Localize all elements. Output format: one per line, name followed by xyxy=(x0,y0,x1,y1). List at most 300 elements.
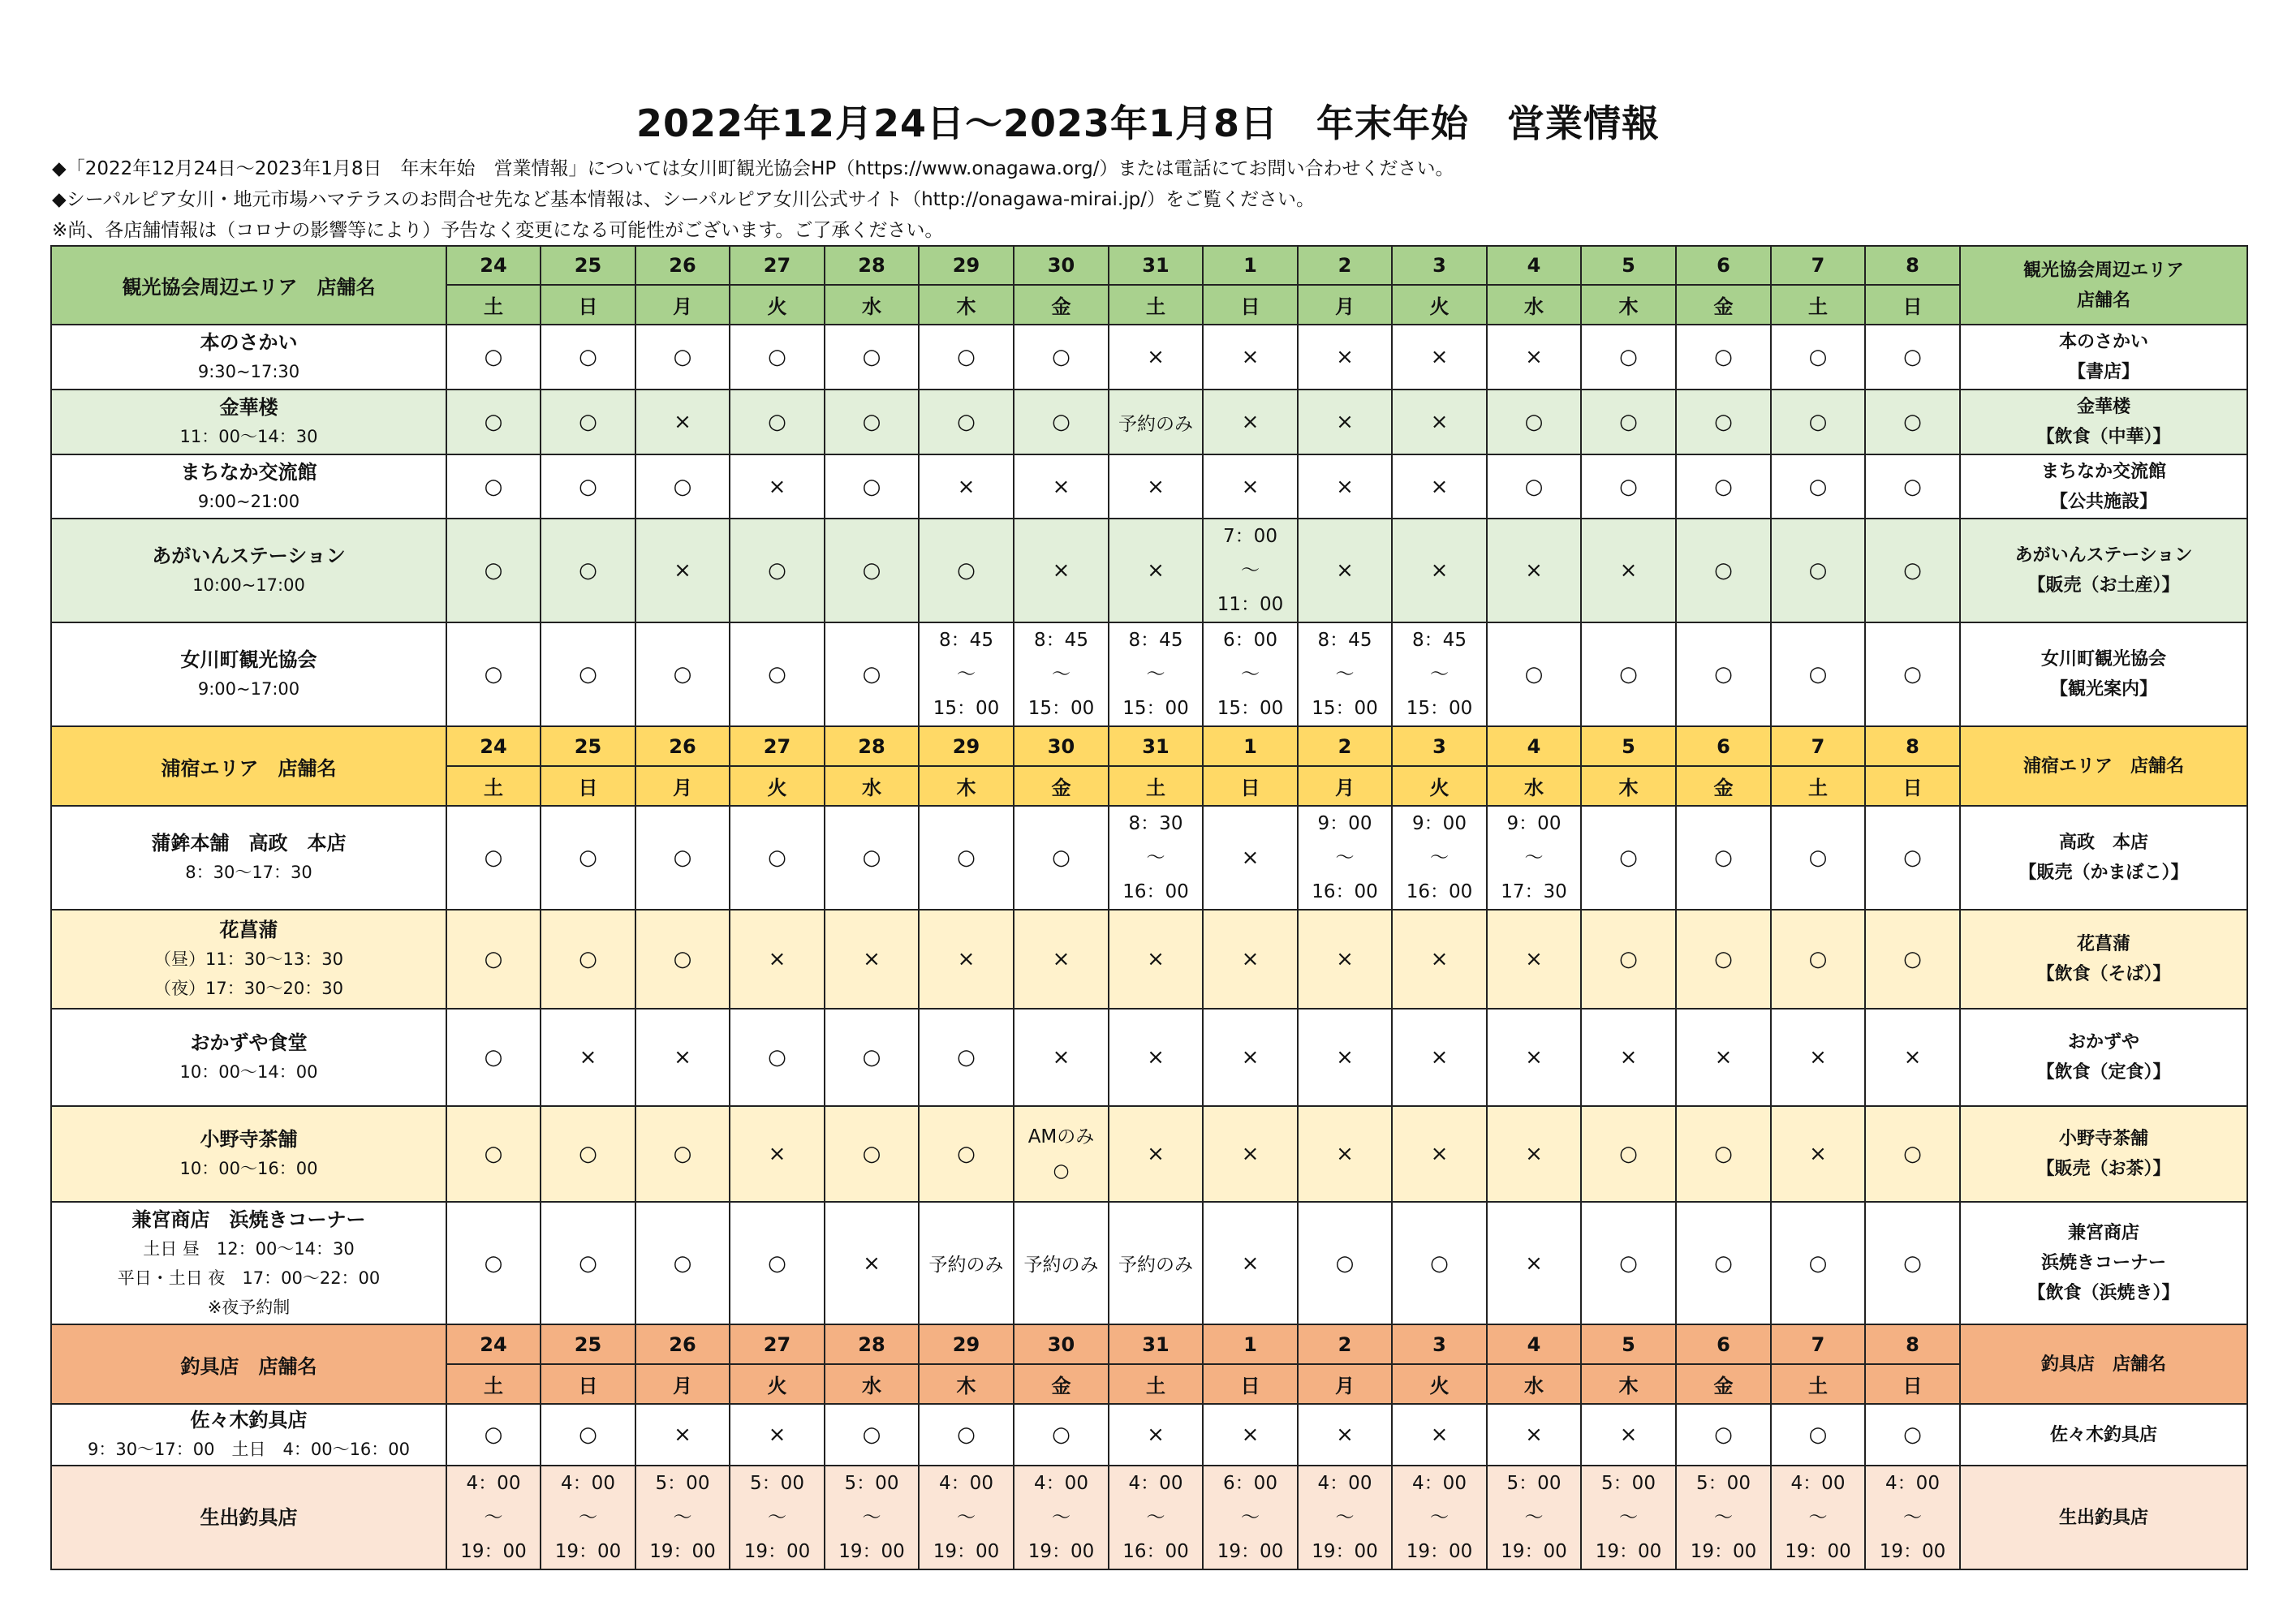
status-value: × xyxy=(1336,474,1354,499)
shop-name: 本のさかい xyxy=(200,331,298,354)
status-cell xyxy=(1298,454,1392,519)
status-value: ○ xyxy=(484,345,503,369)
weekday-header: 日 xyxy=(541,766,635,806)
status-value: ○ xyxy=(579,410,597,434)
status-cell xyxy=(825,390,919,454)
hours-line: ～ xyxy=(1335,1507,1355,1528)
status-cell xyxy=(1014,325,1109,390)
hours-line: ～ xyxy=(1146,664,1165,685)
status-value: × xyxy=(1525,558,1543,583)
status-cell xyxy=(1581,1466,1676,1569)
status-value: ○ xyxy=(1052,846,1070,870)
shop-row xyxy=(51,1404,2247,1466)
status-value: × xyxy=(1903,1045,1922,1070)
status-value: ○ xyxy=(957,1142,976,1166)
shop-row xyxy=(51,1009,2247,1106)
status-cell xyxy=(1487,390,1581,454)
status-value: × xyxy=(1336,1045,1354,1070)
status-value: ○ xyxy=(1808,947,1828,971)
status-value: × xyxy=(1052,947,1070,971)
status-cell xyxy=(635,390,730,454)
status-value: × xyxy=(1525,947,1543,971)
hours-line: 5：00 xyxy=(844,1473,899,1494)
status-cell xyxy=(1203,622,1298,726)
page-title: 2022年12月24日～2023年1月8日 年末年始 営業情報 xyxy=(635,101,1661,145)
status-cell xyxy=(1014,1202,1109,1324)
status-cell xyxy=(635,1106,730,1202)
status-cell xyxy=(1203,1009,1298,1106)
shop-name-cell xyxy=(51,1404,446,1466)
weekday-header: 木 xyxy=(919,285,1014,325)
status-cell xyxy=(1487,622,1581,726)
status-value: ○ xyxy=(1714,474,1733,499)
hours-line: 5：00 xyxy=(655,1473,710,1494)
day-header: 5 xyxy=(1581,726,1676,766)
status-value: ○ xyxy=(579,1142,597,1166)
status-cell xyxy=(1676,806,1771,910)
status-cell xyxy=(1109,325,1203,390)
status-value: ○ xyxy=(1619,1251,1638,1276)
status-cell xyxy=(1014,622,1109,726)
hours-line: ～ xyxy=(673,1507,692,1528)
status-cell xyxy=(730,1466,825,1569)
status-cell xyxy=(1203,390,1298,454)
status-cell xyxy=(730,1202,825,1324)
status-value: × xyxy=(768,1142,786,1166)
weekday-header: 火 xyxy=(730,766,825,806)
hours-line: ～ xyxy=(484,1507,503,1528)
hours-line: 16：00 xyxy=(1406,881,1473,902)
status-value: ○ xyxy=(1430,1251,1449,1276)
shop-category: 【観光案内】 xyxy=(2049,679,2157,700)
status-value: ○ xyxy=(957,1423,976,1447)
weekday-header: 日 xyxy=(1203,766,1298,806)
status-cell xyxy=(1298,390,1392,454)
status-value: ○ xyxy=(484,1251,503,1276)
status-cell xyxy=(1865,454,1960,519)
status-cell xyxy=(1676,454,1771,519)
hours-line: 8：45 xyxy=(1128,630,1183,651)
status-value: × xyxy=(1619,558,1638,583)
status-cell xyxy=(1676,390,1771,454)
status-cell xyxy=(919,1466,1014,1569)
shop-hours: （夜）17：30～20：30 xyxy=(154,979,343,998)
status-cell xyxy=(1298,1106,1392,1202)
weekday-header: 火 xyxy=(1392,1364,1487,1404)
status-value: × xyxy=(863,1251,881,1276)
status-cell xyxy=(825,454,919,519)
day-header: 7 xyxy=(1771,246,1865,285)
status-value: × xyxy=(1336,345,1354,369)
shop-category: 【公共施設】 xyxy=(2049,491,2157,512)
status-value: × xyxy=(1809,1142,1827,1166)
status-value: ○ xyxy=(862,558,881,583)
day-header: 3 xyxy=(1392,246,1487,285)
weekday-header: 金 xyxy=(1676,1364,1771,1404)
weekday-header: 土 xyxy=(446,1364,541,1404)
status-cell xyxy=(1203,806,1298,910)
status-value: ○ xyxy=(957,558,976,583)
shop-name: まちなか交流館 xyxy=(180,460,317,484)
shop-name: 佐々木釣具店 xyxy=(190,1409,308,1431)
hours-line: ～ xyxy=(957,664,976,685)
section-title-right: 浦宿エリア 店舗名 xyxy=(2022,756,2184,777)
status-value: ○ xyxy=(1714,558,1733,583)
status-cell xyxy=(1392,519,1487,622)
shop-category: あがいんステーション xyxy=(2014,545,2193,566)
status-cell xyxy=(1203,325,1298,390)
status-cell xyxy=(919,1404,1014,1466)
hours-line: 15：00 xyxy=(933,698,1000,719)
hours-line: 19：00 xyxy=(554,1541,622,1562)
hours-line: 19：00 xyxy=(838,1541,905,1562)
day-header: 24 xyxy=(446,1324,541,1364)
status-cell xyxy=(1392,1466,1487,1569)
status-cell xyxy=(1014,1404,1109,1466)
status-value: ○ xyxy=(1619,662,1638,687)
weekday-header: 水 xyxy=(1487,1364,1581,1404)
status-cell xyxy=(1865,325,1960,390)
shop-name-cell xyxy=(51,390,446,454)
shop-hours: 8：30～17：30 xyxy=(185,863,312,882)
day-header: 27 xyxy=(730,246,825,285)
status-cell xyxy=(1676,1404,1771,1466)
status-value: ○ xyxy=(768,345,786,369)
status-cell xyxy=(541,1106,635,1202)
status-value: ○ xyxy=(1052,345,1070,369)
status-value: ○ xyxy=(484,846,503,870)
status-cell xyxy=(1392,1202,1487,1324)
status-cell xyxy=(919,1202,1014,1324)
status-value: ○ xyxy=(1335,1251,1355,1276)
shop-category: 浜焼きコーナー xyxy=(2040,1253,2166,1273)
weekday-header: 水 xyxy=(1487,285,1581,325)
section-title-right: 店舗名 xyxy=(2076,290,2130,311)
status-value: ○ xyxy=(1052,1423,1070,1447)
status-value: × xyxy=(1147,1423,1165,1447)
status-value: ○ xyxy=(862,846,881,870)
status-cell xyxy=(1014,1009,1109,1106)
status-cell xyxy=(825,325,919,390)
status-cell xyxy=(1581,390,1676,454)
status-cell xyxy=(1109,454,1203,519)
shop-hours: 平日・土日 夜 17：00～22：00 xyxy=(117,1268,381,1288)
status-cell xyxy=(1014,519,1109,622)
weekday-header: 土 xyxy=(1109,1364,1203,1404)
status-cell xyxy=(1109,1106,1203,1202)
day-header: 8 xyxy=(1865,726,1960,766)
shop-category-cell xyxy=(1960,390,2247,454)
status-cell xyxy=(1109,1466,1203,1569)
status-value: × xyxy=(1336,410,1354,434)
status-cell xyxy=(1676,1466,1771,1569)
hours-line: 4：00 xyxy=(1317,1473,1372,1494)
status-cell xyxy=(1676,1202,1771,1324)
hours-line: 8：30 xyxy=(1128,813,1183,834)
hours-line: 19：00 xyxy=(1595,1541,1662,1562)
hours-line: ～ xyxy=(1241,1507,1260,1528)
status-value: × xyxy=(1052,1045,1070,1070)
weekday-header: 水 xyxy=(825,1364,919,1404)
status-cell xyxy=(1581,1404,1676,1466)
status-value: ○ xyxy=(1808,662,1828,687)
status-cell xyxy=(1771,1202,1865,1324)
weekday-header: 木 xyxy=(1581,766,1676,806)
status-cell xyxy=(1392,390,1487,454)
shop-name: 生出釣具店 xyxy=(200,1506,298,1529)
status-cell xyxy=(1203,1202,1298,1324)
status-value: × xyxy=(1052,558,1070,583)
status-value: ○ xyxy=(1808,1423,1828,1447)
section-header-right xyxy=(1960,726,2247,806)
day-header: 31 xyxy=(1109,1324,1203,1364)
hours-line: 5：00 xyxy=(1506,1473,1562,1494)
status-cell xyxy=(446,1202,541,1324)
status-value: × xyxy=(1241,1251,1260,1276)
shop-name-cell xyxy=(51,1106,446,1202)
status-value: ○ xyxy=(579,662,597,687)
status-value: ○ xyxy=(1714,947,1733,971)
shop-name-cell xyxy=(51,1202,446,1324)
status-value: ○ xyxy=(768,410,786,434)
day-header: 8 xyxy=(1865,246,1960,285)
status-cell xyxy=(541,1466,635,1569)
status-cell xyxy=(1203,910,1298,1009)
status-cell xyxy=(730,1009,825,1106)
shop-category: 【飲食（定食）】 xyxy=(2036,1062,2171,1083)
status-cell xyxy=(919,390,1014,454)
day-header: 28 xyxy=(825,246,919,285)
status-value: ○ xyxy=(673,662,692,687)
status-value: ○ xyxy=(1619,846,1638,870)
status-value: ○ xyxy=(862,1142,881,1166)
status-cell xyxy=(1203,454,1298,519)
hours-line: 8：45 xyxy=(1317,630,1372,651)
shop-name: 小野寺茶舗 xyxy=(200,1128,298,1151)
shop-category: 【販売（かまぼこ）】 xyxy=(2018,863,2189,883)
status-value: ○ xyxy=(1714,1142,1733,1166)
day-header: 30 xyxy=(1014,726,1109,766)
status-cell xyxy=(919,325,1014,390)
shop-name: おかずや食堂 xyxy=(190,1031,308,1054)
status-cell xyxy=(825,1466,919,1569)
hours-line: 6：00 xyxy=(1223,1473,1277,1494)
note-line: ※尚、各店舗情報は（コロナの影響等により）予告なく変更になる可能性がございます。ご了承ください。 xyxy=(52,220,944,241)
status-value: ○ xyxy=(1714,1251,1733,1276)
hours-line: ～ xyxy=(1524,847,1544,868)
status-cell xyxy=(1109,1404,1203,1466)
status-value: ○ xyxy=(862,1045,881,1070)
status-value: × xyxy=(1336,1142,1354,1166)
hours-line: 4：00 xyxy=(1128,1473,1183,1494)
status-cell xyxy=(541,454,635,519)
status-cell xyxy=(446,1466,541,1569)
status-value: ○ xyxy=(1524,410,1544,434)
status-cell xyxy=(1771,325,1865,390)
hours-line: 19：00 xyxy=(933,1541,1000,1562)
weekday-header: 月 xyxy=(1298,1364,1392,1404)
status-cell xyxy=(825,1009,919,1106)
shop-category: まちなか交流館 xyxy=(2040,461,2166,482)
status-cell xyxy=(919,1106,1014,1202)
status-cell xyxy=(825,1202,919,1324)
status-cell xyxy=(1109,1202,1203,1324)
status-value: ○ xyxy=(579,345,597,369)
day-header: 2 xyxy=(1298,246,1392,285)
shop-category-cell xyxy=(1960,1466,2247,1569)
status-value: ○ xyxy=(768,846,786,870)
status-cell xyxy=(825,806,919,910)
status-cell xyxy=(541,1009,635,1106)
shop-hours: 9:30~17:30 xyxy=(197,362,300,381)
status-cell xyxy=(1771,1404,1865,1466)
hours-line: 19：00 xyxy=(1027,1541,1095,1562)
section-header-days xyxy=(51,1324,2247,1364)
day-header: 26 xyxy=(635,246,730,285)
hours-line: 16：00 xyxy=(1122,1541,1189,1562)
hours-line: ～ xyxy=(1430,664,1449,685)
status-value: ○ xyxy=(862,345,881,369)
status-value: × xyxy=(957,474,976,499)
shop-category-cell xyxy=(1960,806,2247,910)
status-value: 予約のみ xyxy=(928,1255,1004,1276)
day-header: 2 xyxy=(1298,726,1392,766)
status-value: × xyxy=(1147,345,1165,369)
status-value: ○ xyxy=(1619,410,1638,434)
hours-line: 9：00 xyxy=(1506,813,1562,834)
status-cell xyxy=(825,1404,919,1466)
shop-name: 花菖蒲 xyxy=(219,919,278,941)
hours-line: ～ xyxy=(1808,1507,1828,1528)
status-cell xyxy=(1487,1202,1581,1324)
status-value: × xyxy=(579,1045,597,1070)
status-cell xyxy=(1771,519,1865,622)
shop-category-cell xyxy=(1960,622,2247,726)
hours-line: 4：00 xyxy=(1790,1473,1846,1494)
status-value: × xyxy=(1147,1045,1165,1070)
status-cell xyxy=(1865,1009,1960,1106)
section-title-right: 釣具店 店舗名 xyxy=(2040,1354,2166,1375)
status-cell xyxy=(1581,325,1676,390)
status-cell xyxy=(1487,519,1581,622)
status-value: ○ xyxy=(862,474,881,499)
day-header: 8 xyxy=(1865,1324,1960,1364)
status-cell xyxy=(446,390,541,454)
hours-line: 19：00 xyxy=(1217,1541,1284,1562)
shop-row xyxy=(51,910,2247,1009)
weekday-header: 月 xyxy=(635,1364,730,1404)
section-header-days xyxy=(51,246,2247,285)
hours-line: 4：00 xyxy=(466,1473,521,1494)
status-cell xyxy=(541,390,635,454)
status-cell xyxy=(1771,454,1865,519)
status-cell xyxy=(730,519,825,622)
shop-name: 金華楼 xyxy=(219,396,278,419)
status-cell xyxy=(446,1106,541,1202)
shop-row xyxy=(51,519,2247,622)
weekday-header: 水 xyxy=(825,285,919,325)
status-value: ○ xyxy=(1052,410,1070,434)
status-value: ○ xyxy=(673,846,692,870)
status-cell xyxy=(541,325,635,390)
hours-line: 5：00 xyxy=(750,1473,804,1494)
status-value: ○ xyxy=(1903,1423,1922,1447)
status-cell xyxy=(446,910,541,1009)
status-cell xyxy=(919,910,1014,1009)
status-cell xyxy=(1865,1466,1960,1569)
status-cell xyxy=(1771,806,1865,910)
status-cell xyxy=(541,622,635,726)
status-cell xyxy=(1487,325,1581,390)
status-cell xyxy=(541,519,635,622)
status-value: ○ xyxy=(1619,947,1638,971)
hours-line: ～ xyxy=(579,1507,597,1528)
hours-line: ～ xyxy=(1524,1507,1544,1528)
status-cell xyxy=(1203,1466,1298,1569)
weekday-header: 金 xyxy=(1676,766,1771,806)
status-cell xyxy=(1676,325,1771,390)
status-value: ○ xyxy=(957,410,976,434)
status-cell xyxy=(1392,454,1487,519)
shop-category: 【飲食（浜焼き）】 xyxy=(2027,1283,2180,1303)
shop-hours: 土日 昼 12：00～14：30 xyxy=(143,1238,355,1259)
status-cell xyxy=(1487,910,1581,1009)
status-cell xyxy=(446,806,541,910)
shop-name-cell xyxy=(51,910,446,1009)
shop-category: 高政 本店 xyxy=(2058,833,2148,853)
day-header: 1 xyxy=(1203,726,1298,766)
status-value: × xyxy=(1619,1045,1638,1070)
shop-category: 【飲食（中華）】 xyxy=(2036,427,2171,447)
hours-line: 8：45 xyxy=(939,630,993,651)
status-cell xyxy=(1392,325,1487,390)
status-cell xyxy=(919,1009,1014,1106)
day-header: 24 xyxy=(446,726,541,766)
day-header: 29 xyxy=(919,246,1014,285)
status-value: ○ xyxy=(768,1251,786,1276)
hours-line: 15：00 xyxy=(1312,698,1378,719)
status-cell xyxy=(1392,1009,1487,1106)
weekday-header: 木 xyxy=(919,766,1014,806)
status-value: ○ xyxy=(673,474,692,499)
status-value: × xyxy=(957,947,976,971)
status-value: ○ xyxy=(1903,474,1922,499)
day-header: 3 xyxy=(1392,1324,1487,1364)
status-value: ○ xyxy=(957,1045,976,1070)
status-cell xyxy=(1865,910,1960,1009)
status-cell xyxy=(825,622,919,726)
weekday-header: 日 xyxy=(541,1364,635,1404)
shop-category-cell xyxy=(1960,910,2247,1009)
status-value: ○ xyxy=(1808,474,1828,499)
status-value: × xyxy=(1241,410,1260,434)
weekday-header: 月 xyxy=(635,285,730,325)
day-header: 29 xyxy=(919,1324,1014,1364)
status-cell xyxy=(635,454,730,519)
status-cell xyxy=(446,519,541,622)
status-value: ○ xyxy=(1714,1423,1733,1447)
hours-line: 7：00 xyxy=(1223,526,1277,547)
shop-category: おかずや xyxy=(2067,1032,2139,1053)
status-value: × xyxy=(1241,1142,1260,1166)
day-header: 5 xyxy=(1581,1324,1676,1364)
status-cell xyxy=(1487,1466,1581,1569)
status-cell xyxy=(1298,325,1392,390)
day-header: 5 xyxy=(1581,246,1676,285)
status-cell xyxy=(1771,910,1865,1009)
shop-category-cell xyxy=(1960,1009,2247,1106)
status-value: ○ xyxy=(1903,947,1922,971)
